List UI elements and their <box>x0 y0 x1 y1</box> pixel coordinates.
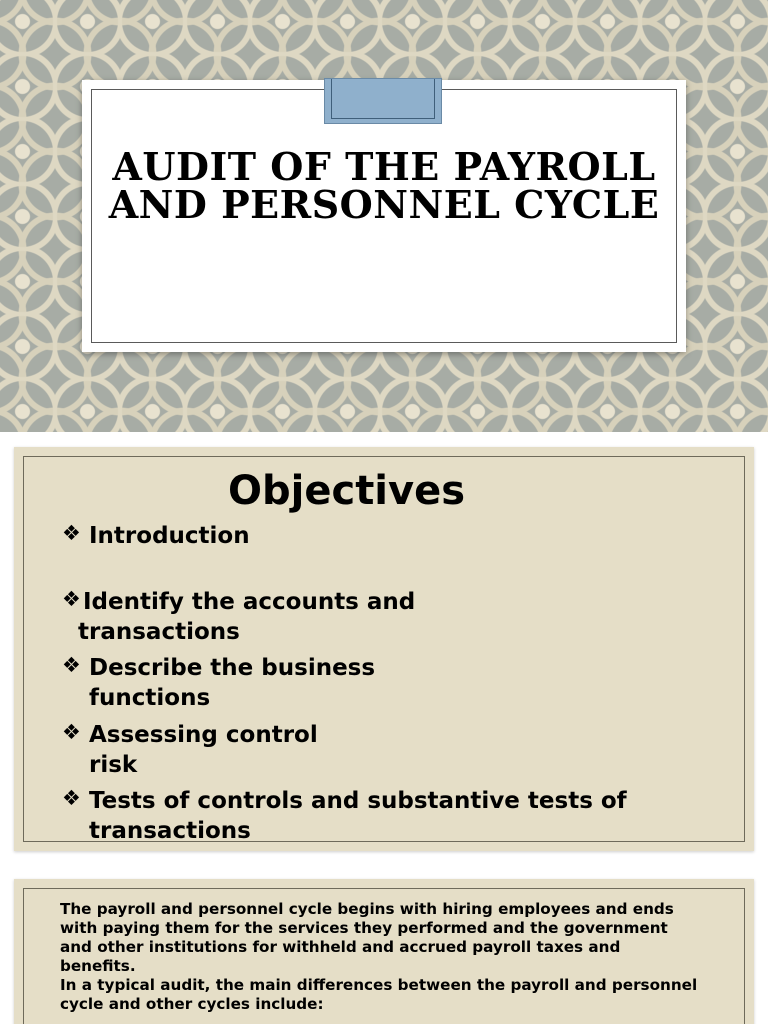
objectives-slide <box>14 447 754 851</box>
objective-item-label-cont: transactions <box>89 818 251 844</box>
objectives-heading: Objectives <box>228 468 466 514</box>
title-card <box>82 80 686 352</box>
objective-item-label-cont: risk <box>89 752 138 778</box>
slide-title-line1: AUDIT OF THE PAYROLL <box>112 144 656 189</box>
objective-item-label-cont: transactions <box>78 619 240 645</box>
diamond-bullet-icon: ❖ <box>62 521 81 545</box>
slide-title-line2: AND PERSONNEL CYCLE <box>108 182 660 227</box>
objective-item-label: Introduction <box>89 523 250 549</box>
objective-item-label: Identify the accounts and <box>83 589 416 615</box>
diamond-bullet-icon: ❖ <box>62 786 81 810</box>
title-tab-decoration <box>324 78 442 124</box>
objective-item <box>62 786 722 846</box>
objective-item <box>62 521 682 551</box>
objective-item <box>62 653 682 713</box>
description-text <box>60 900 700 1014</box>
diamond-bullet-icon: ❖ <box>62 720 81 744</box>
title-slide <box>0 0 768 432</box>
description-paragraph: The payroll and personnel cycle begins with hiring employees and ends with paying them for the services they performed and the government and other institutions for withheld and accrued payroll taxes and benefits. <box>60 900 674 975</box>
description-slide <box>14 879 754 1024</box>
slide-title <box>82 144 686 227</box>
objective-item-label: Describe the business <box>89 655 376 681</box>
objective-item <box>62 587 682 647</box>
description-paragraph: In a typical audit, the main differences between the payroll and personnel cycle and other cycles include: <box>60 976 698 1013</box>
objective-item <box>62 720 682 780</box>
diamond-bullet-icon: ❖ <box>62 653 81 677</box>
title-tab-inner <box>331 79 435 119</box>
objective-item-label-cont: functions <box>89 685 211 711</box>
diamond-bullet-icon: ❖ <box>62 587 81 611</box>
objective-item-label: Assessing control <box>89 722 318 748</box>
objective-item-label: Tests of controls and substantive tests of <box>89 788 627 814</box>
